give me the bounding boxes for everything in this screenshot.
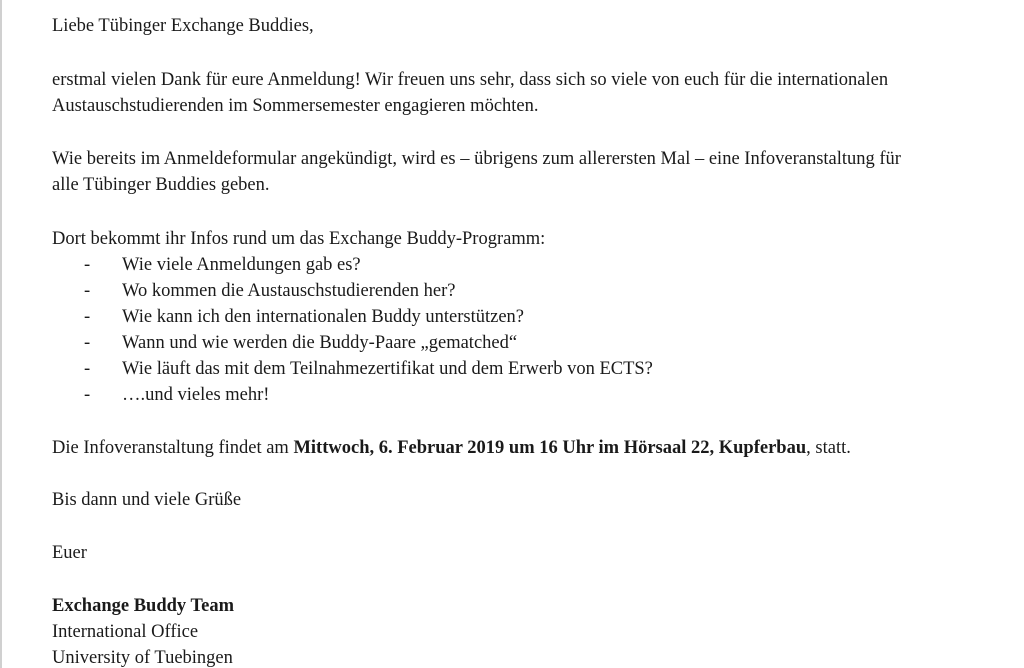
- paragraph-announcement-line-2: alle Tübinger Buddies geben.: [52, 175, 270, 195]
- event-prefix: Die Infoveranstaltung findet am: [52, 438, 294, 458]
- list-bullet: -: [84, 333, 91, 353]
- list-item-text: Wie viele Anmeldungen gab es?: [122, 255, 361, 275]
- signature-team-name: Exchange Buddy Team: [52, 596, 234, 616]
- list-item-text: Wie läuft das mit dem Teilnahmezertifikat und dem Erwerb von ECTS?: [122, 359, 653, 379]
- list-bullet: -: [84, 385, 91, 405]
- list-intro: Dort bekommt ihr Infos rund um das Exchange Buddy-Programm:: [52, 229, 546, 249]
- list-item-text: Wo kommen die Austauschstudierenden her?: [122, 281, 456, 301]
- paragraph-announcement-line-1: Wie bereits im Anmeldeformular angekündigt, wird es – übrigens zum allerersten Mal – eine Infoveranstaltung für: [52, 149, 901, 169]
- left-border: [0, 0, 2, 668]
- event-details: [52, 435, 851, 461]
- list-bullet: -: [84, 359, 91, 379]
- list-bullet: -: [84, 255, 91, 275]
- list-bullet: -: [84, 307, 91, 327]
- signature-university: University of Tuebingen: [52, 648, 233, 668]
- signature-team: [52, 593, 234, 619]
- event-suffix: , statt.: [806, 438, 851, 458]
- list-item-text: Wann und wie werden die Buddy-Paare „gematched“: [122, 333, 518, 353]
- sign-off: Euer: [52, 543, 87, 563]
- list-bullet: -: [84, 281, 91, 301]
- event-date-location: Mittwoch, 6. Februar 2019 um 16 Uhr im Hörsaal 22, Kupferbau: [293, 438, 807, 458]
- paragraph-thanks-line-1: erstmal vielen Dank für eure Anmeldung! Wir freuen uns sehr, dass sich so viele von euch für die internationalen: [52, 70, 889, 90]
- paragraph-thanks-line-2: Austauschstudierenden im Sommersemester engagieren möchten.: [52, 96, 539, 116]
- closing: Bis dann und viele Grüße: [52, 490, 242, 510]
- signature-office: International Office: [52, 622, 199, 642]
- list-item-text: Wie kann ich den internationalen Buddy unterstützen?: [122, 307, 525, 327]
- list-item-text: ….und vieles mehr!: [122, 385, 270, 405]
- greeting: Liebe Tübinger Exchange Buddies,: [52, 16, 314, 36]
